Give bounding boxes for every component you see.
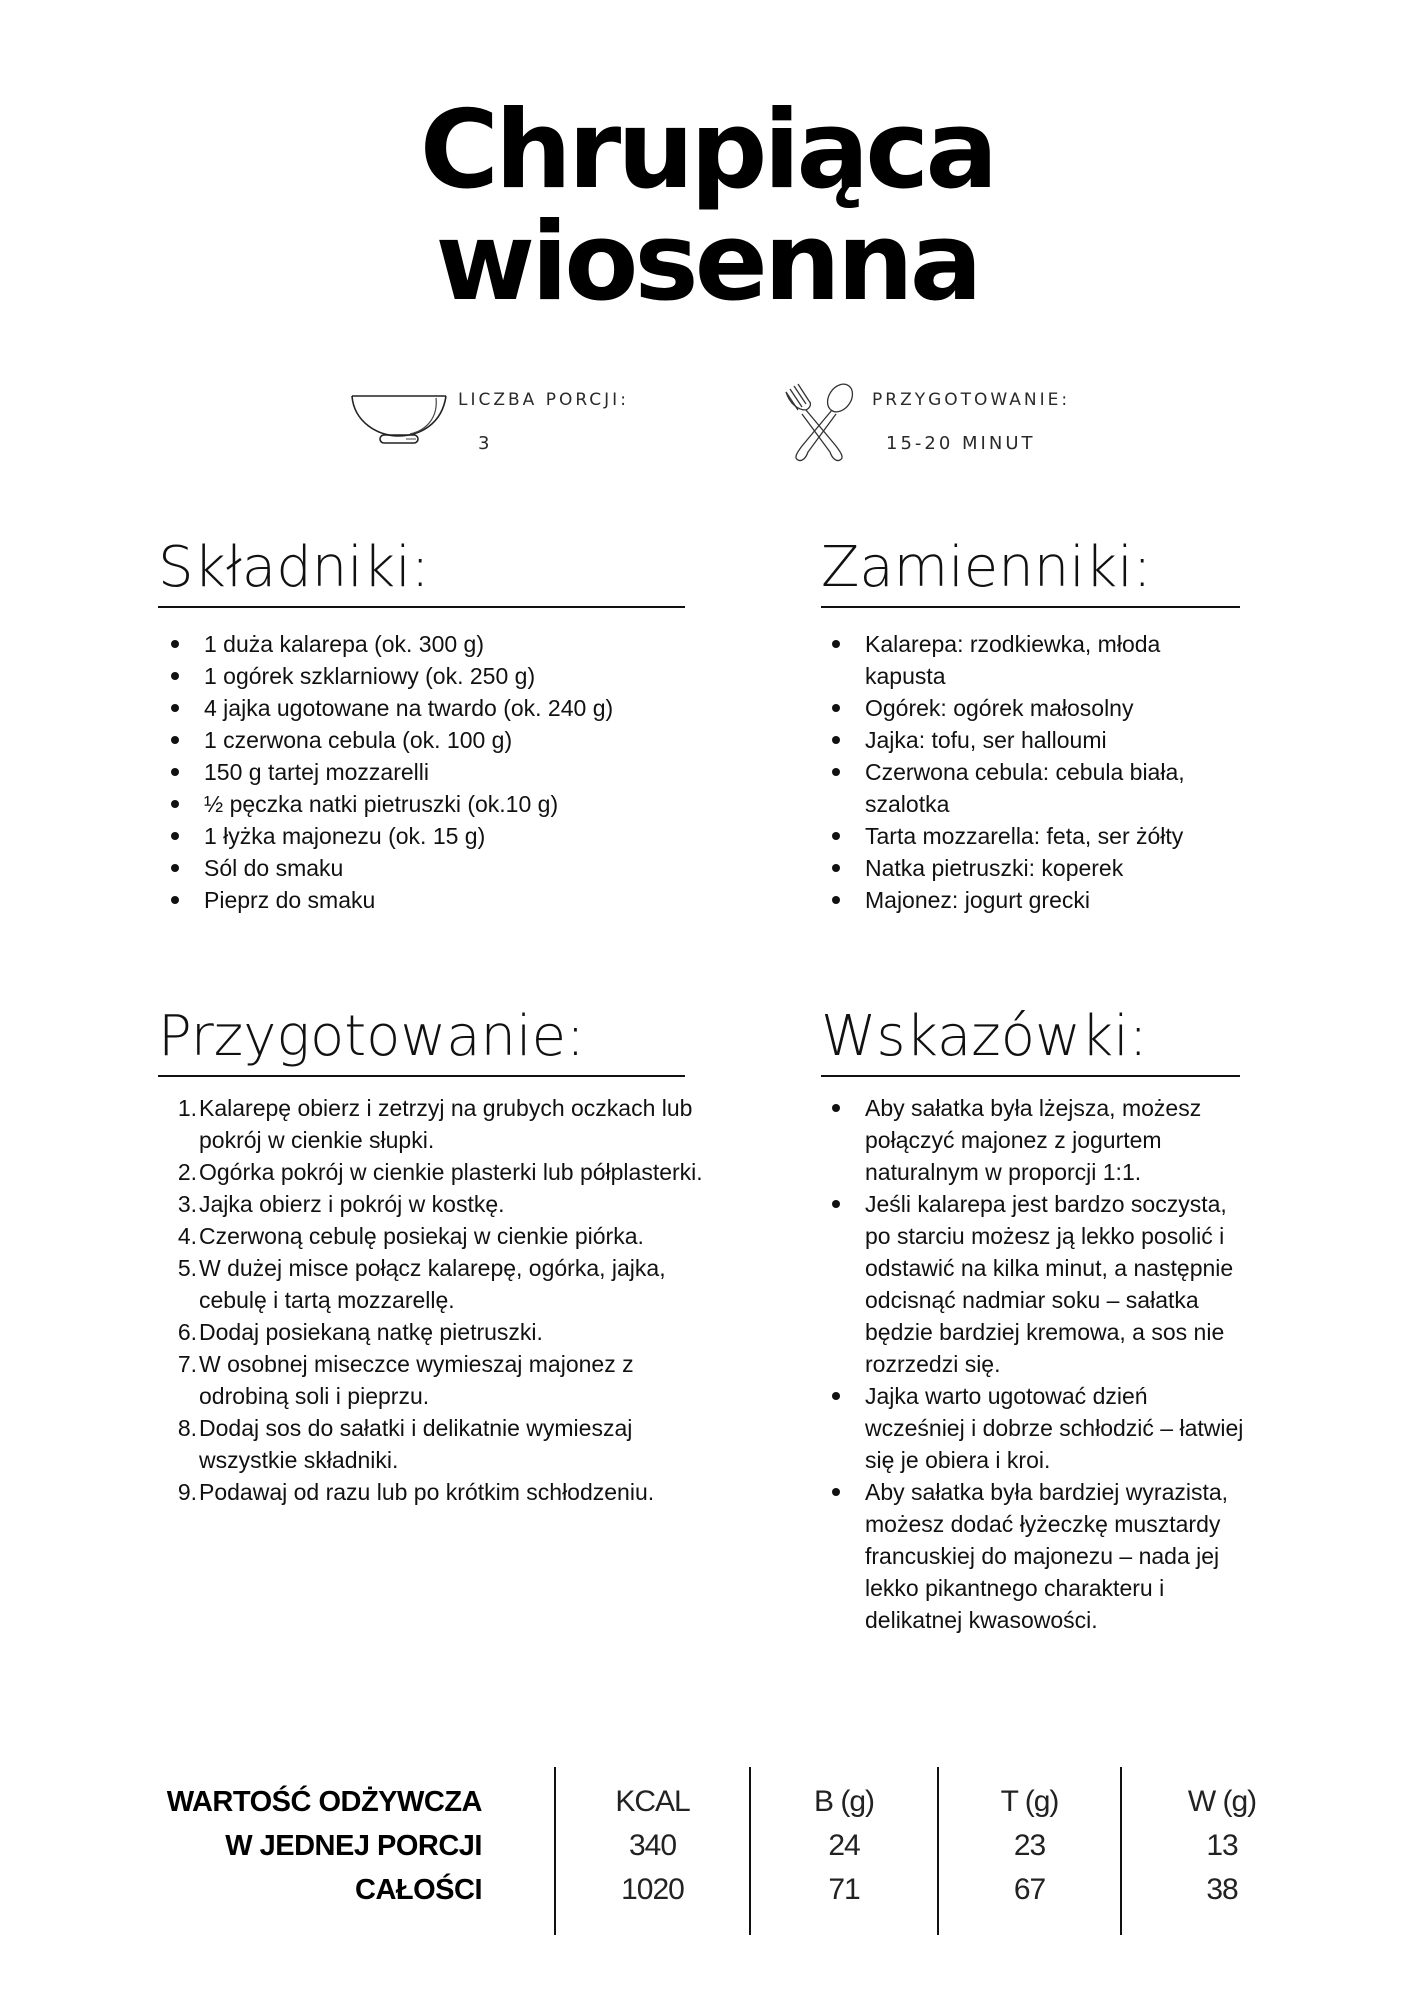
column-divider bbox=[937, 1767, 939, 1935]
preparation-step: 4. Czerwoną cebulę posiekaj w cienkie piórka. bbox=[177, 1223, 644, 1249]
substitutes-heading: Zamienniki: bbox=[821, 535, 1152, 600]
preparation-step: 8. Dodaj sos do sałatki i delikatnie wymieszaj wszystkie składniki. bbox=[177, 1415, 633, 1473]
preparation-step: 1. Kalarepę obierz i zetrzyj na grubych oczkach lub pokrój w cienkie słupki. bbox=[177, 1095, 693, 1153]
per-serving-value: 340 bbox=[628, 1829, 677, 1862]
tip-item: Aby sałatka była bardziej wyrazista, możesz dodać łyżeczkę musztardy francuskiej do majonezu – nada jej lekko pikantnego charakteru i delikatnej kwasowości. bbox=[819, 1476, 1249, 1636]
column-header: T (g) bbox=[1000, 1785, 1059, 1818]
substitute-item: Czerwona cebula: cebula biała, szalotka bbox=[819, 756, 1219, 820]
total-value: 38 bbox=[1206, 1873, 1238, 1906]
total-value: 1020 bbox=[621, 1873, 684, 1906]
prep-time-value: 15-20 MINUT bbox=[886, 433, 1036, 454]
per-serving-value: 24 bbox=[828, 1829, 860, 1862]
tip-item: Aby sałatka była lżejsza, możesz połączyć majonez z jogurtem naturalnym w proporcji 1:1. bbox=[819, 1092, 1249, 1188]
tip-item: Jajka warto ugotować dzień wcześniej i dobrze schłodzić – łatwiej się je obiera i kroi. bbox=[819, 1380, 1249, 1476]
ingredient-item: 1 łyżka majonezu (ok. 15 g) bbox=[158, 820, 698, 852]
nutrition-column-kcal bbox=[556, 1780, 749, 1912]
tips-divider bbox=[821, 1075, 1240, 1077]
nutrition-per-serving-label: W JEDNEJ PORCJI bbox=[225, 1830, 482, 1862]
ingredients-divider bbox=[158, 606, 685, 608]
ingredients-heading: Składniki: bbox=[158, 535, 430, 600]
preparation-step: 6. Dodaj posiekaną natkę pietruszki. bbox=[177, 1319, 543, 1345]
preparation-step: 3. Jajka obierz i pokrój w kostkę. bbox=[177, 1191, 505, 1217]
ingredient-item: Pieprz do smaku bbox=[158, 884, 698, 916]
ingredient-item: 150 g tartej mozzarelli bbox=[158, 756, 698, 788]
recipe-title-line-1: Chrupiąca bbox=[419, 88, 995, 213]
ingredient-item: 1 ogórek szklarniowy (ok. 250 g) bbox=[158, 660, 698, 692]
ingredients-list bbox=[158, 628, 698, 916]
column-header: KCAL bbox=[615, 1785, 690, 1818]
substitute-item: Kalarepa: rzodkiewka, młoda kapusta bbox=[819, 628, 1219, 692]
preparation-heading: Przygotowanie: bbox=[158, 1004, 585, 1069]
preparation-step: 2. Ogórka pokrój w cienkie plasterki lub półplasterki. bbox=[177, 1159, 703, 1185]
servings-label: LICZBA PORCJI: bbox=[458, 390, 629, 410]
total-value: 67 bbox=[1013, 1873, 1046, 1906]
tips-list bbox=[819, 1092, 1249, 1636]
nutrition-column-fat bbox=[939, 1780, 1120, 1912]
nutrition-column-carbs bbox=[1122, 1780, 1322, 1912]
preparation-steps bbox=[175, 1092, 715, 1508]
preparation-step: 7. W osobnej miseczce wymieszaj majonez z odrobiną soli i pieprzu. bbox=[177, 1351, 634, 1409]
recipe-title-line-2: wiosenna bbox=[435, 200, 979, 325]
prep-time-label: PRZYGOTOWANIE: bbox=[872, 390, 1071, 410]
total-value: 71 bbox=[828, 1873, 860, 1906]
ingredient-item: 1 czerwona cebula (ok. 100 g) bbox=[158, 724, 698, 756]
substitute-item: Jajka: tofu, ser halloumi bbox=[819, 724, 1219, 756]
substitute-item: Majonez: jogurt grecki bbox=[819, 884, 1219, 916]
preparation-divider bbox=[158, 1075, 685, 1077]
substitute-item: Tarta mozzarella: feta, ser żółty bbox=[819, 820, 1219, 852]
substitute-item: Ogórek: ogórek małosolny bbox=[819, 692, 1219, 724]
ingredient-item: Sól do smaku bbox=[158, 852, 698, 884]
nutrition-title: WARTOŚĆ ODŻYWCZA bbox=[166, 1786, 482, 1818]
nutrition-column-protein bbox=[751, 1780, 937, 1912]
column-divider bbox=[749, 1767, 751, 1935]
tips-heading: Wskazówki: bbox=[821, 1004, 1148, 1069]
prep-time-info bbox=[780, 380, 1120, 470]
servings-info bbox=[348, 384, 668, 464]
per-serving-value: 13 bbox=[1206, 1829, 1238, 1862]
servings-value: 3 bbox=[478, 433, 493, 454]
column-divider bbox=[554, 1767, 556, 1935]
substitutes-divider bbox=[821, 606, 1240, 608]
substitutes-list bbox=[819, 628, 1219, 916]
nutrition-row-labels bbox=[120, 1780, 482, 1912]
ingredient-item: 1 duża kalarepa (ok. 300 g) bbox=[158, 628, 698, 660]
column-divider bbox=[1120, 1767, 1122, 1935]
recipe-title bbox=[0, 88, 1414, 325]
tip-item: Jeśli kalarepa jest bardzo soczysta, po starciu możesz ją lekko posolić i odstawić na kilka minut, a następnie odcisnąć nadmiar soku – sałatka będzie bardziej kremowa, a sos nie rozrzedzi się. bbox=[819, 1188, 1249, 1380]
substitute-item: Natka pietruszki: koperek bbox=[819, 852, 1219, 884]
ingredient-item: ½ pęczka natki pietruszki (ok.10 g) bbox=[158, 788, 698, 820]
nutrition-total-label: CAŁOŚCI bbox=[355, 1874, 482, 1906]
preparation-step: 9. Podawaj od razu lub po krótkim schłodzeniu. bbox=[177, 1479, 655, 1505]
fork-spoon-icon bbox=[780, 380, 860, 464]
per-serving-value: 23 bbox=[1013, 1829, 1046, 1862]
ingredient-item: 4 jajka ugotowane na twardo (ok. 240 g) bbox=[158, 692, 698, 724]
bowl-icon bbox=[348, 388, 448, 448]
column-header: W (g) bbox=[1187, 1785, 1257, 1818]
preparation-step: 5. W dużej misce połącz kalarepę, ogórka, jajka, cebulę i tartą mozzarellę. bbox=[177, 1255, 666, 1313]
column-header: B (g) bbox=[813, 1785, 874, 1818]
